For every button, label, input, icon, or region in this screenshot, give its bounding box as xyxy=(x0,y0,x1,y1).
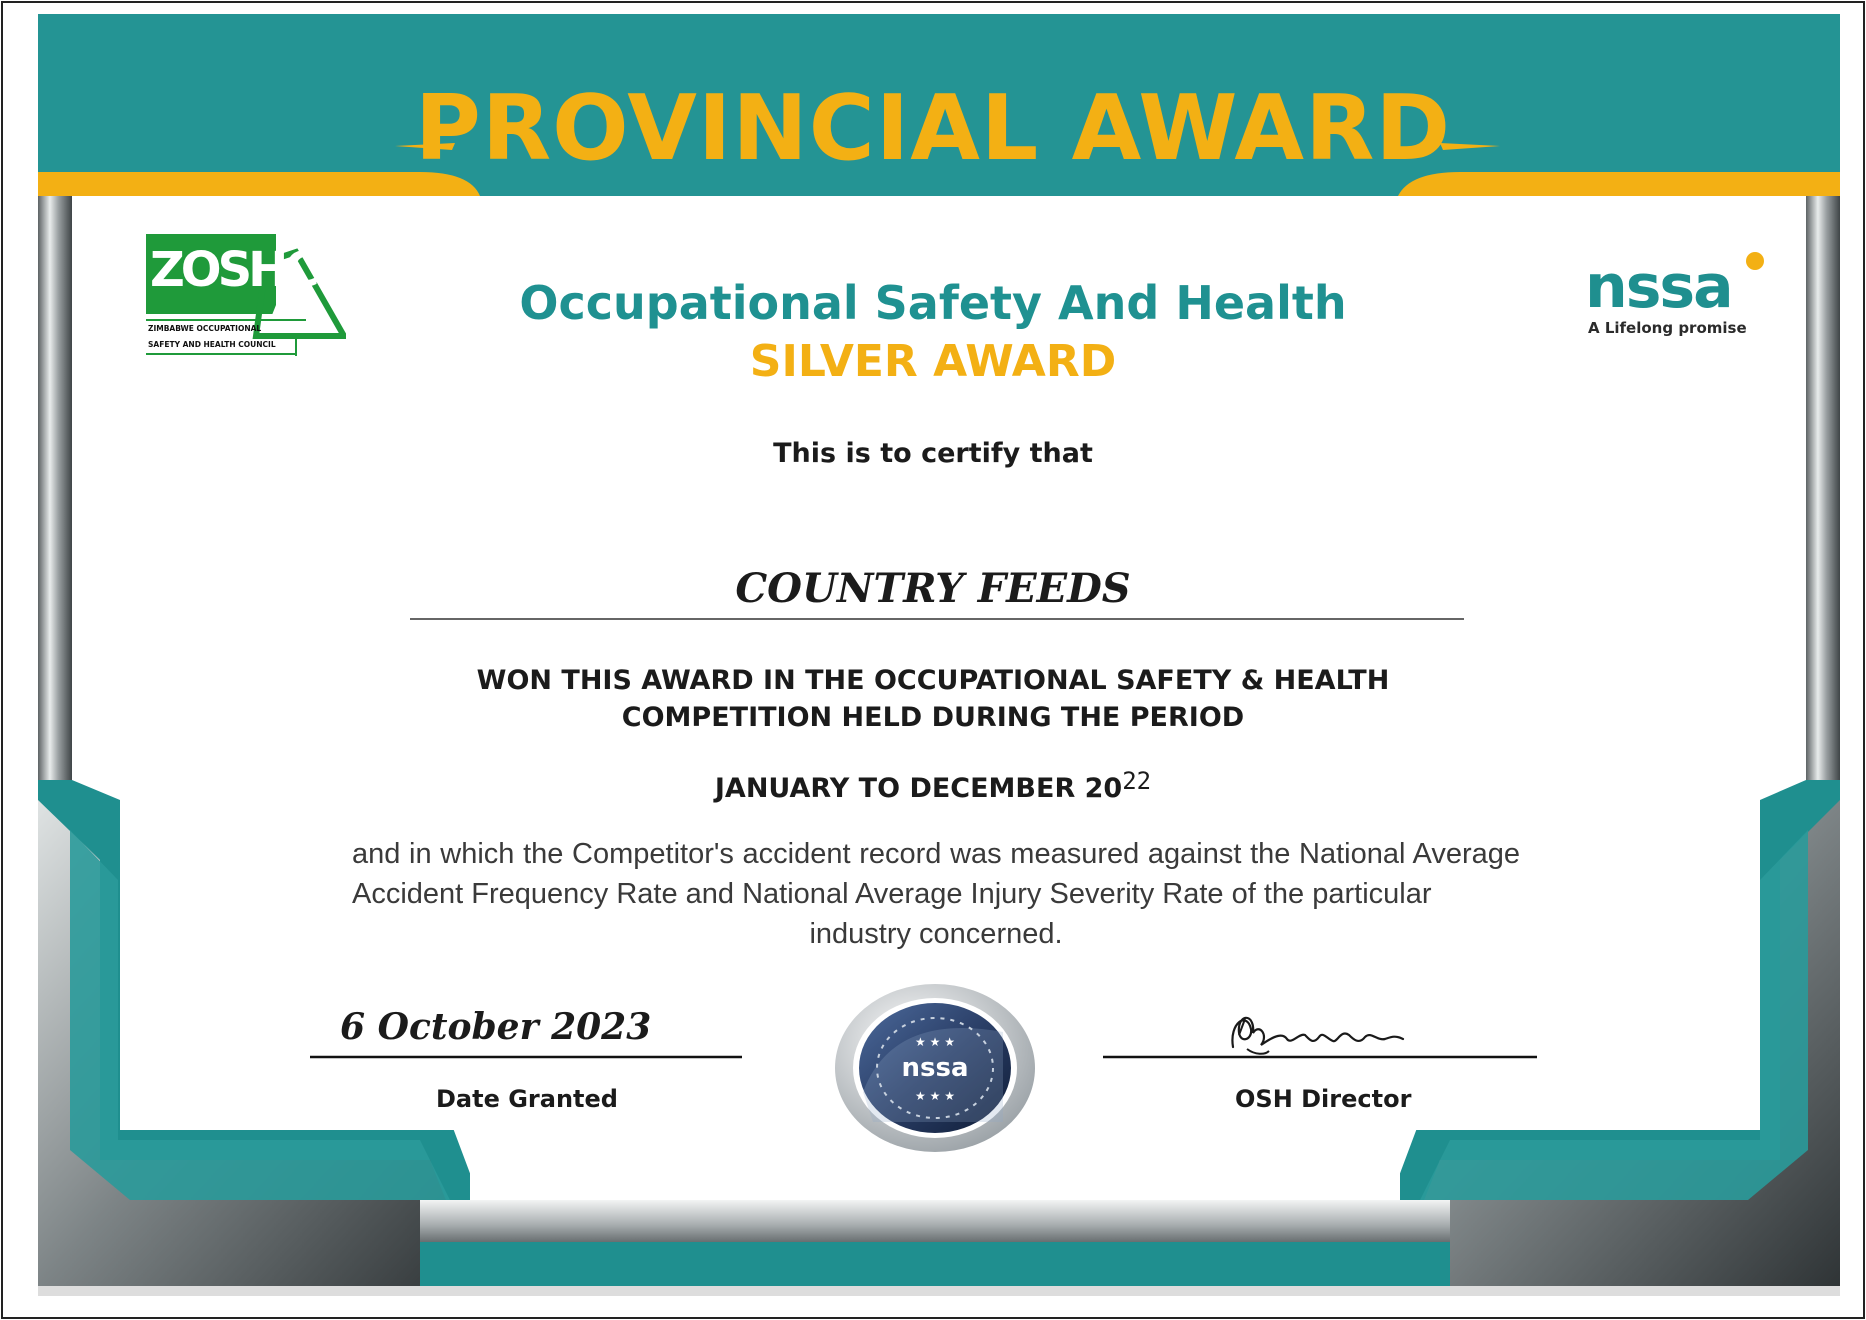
nssa-logo-dot xyxy=(1746,252,1764,270)
date-granted-label: Date Granted xyxy=(436,1085,618,1113)
won-line-1: WON THIS AWARD IN THE OCCUPATIONAL SAFETY & HEALTH xyxy=(476,665,1390,696)
banner-title: PROVINCIAL AWARD xyxy=(414,76,1452,181)
director-label: OSH Director xyxy=(1235,1085,1412,1113)
criteria-paragraph-last-line: industry concerned. xyxy=(809,918,1063,950)
seal-graphic xyxy=(833,982,1038,1154)
award-heading: Occupational Safety And Health xyxy=(519,276,1347,330)
award-level: SILVER AWARD xyxy=(749,336,1117,387)
director-signature xyxy=(1225,1005,1425,1065)
criteria-paragraph: and in which the Competitor's accident record was measured against the National Average Accident Frequency Rate and National Average Injury Severity Rate of the particular xyxy=(352,838,1520,910)
nssa-seal xyxy=(833,982,1038,1154)
zoshc-acronym: ZOSHC xyxy=(150,242,316,298)
nssa-logo-text: nssa xyxy=(1585,252,1732,322)
award-period xyxy=(0,767,1866,804)
period-year-handwritten: 22 xyxy=(1122,767,1152,795)
nssa-tagline: A Lifelong promise xyxy=(1588,319,1747,337)
recipient-name: COUNTRY FEEDS xyxy=(735,565,1131,612)
zoshc-line-2: SAFETY AND HEALTH COUNCIL xyxy=(148,340,276,349)
certify-line: This is to certify that xyxy=(773,438,1093,469)
svg-text:★ ★ ★: ★ ★ ★ xyxy=(915,1089,955,1103)
zoshc-line-1: ZIMBABWE OCCUPATIONAL xyxy=(148,324,262,333)
won-line-2: COMPETITION HELD DURING THE PERIOD xyxy=(621,702,1245,733)
svg-text:★ ★ ★: ★ ★ ★ xyxy=(915,1035,955,1049)
period-prefix: JANUARY TO DECEMBER 20 xyxy=(714,773,1123,804)
seal-text: nssa xyxy=(901,1053,969,1083)
date-granted-value: 6 October 2023 xyxy=(340,1006,652,1048)
